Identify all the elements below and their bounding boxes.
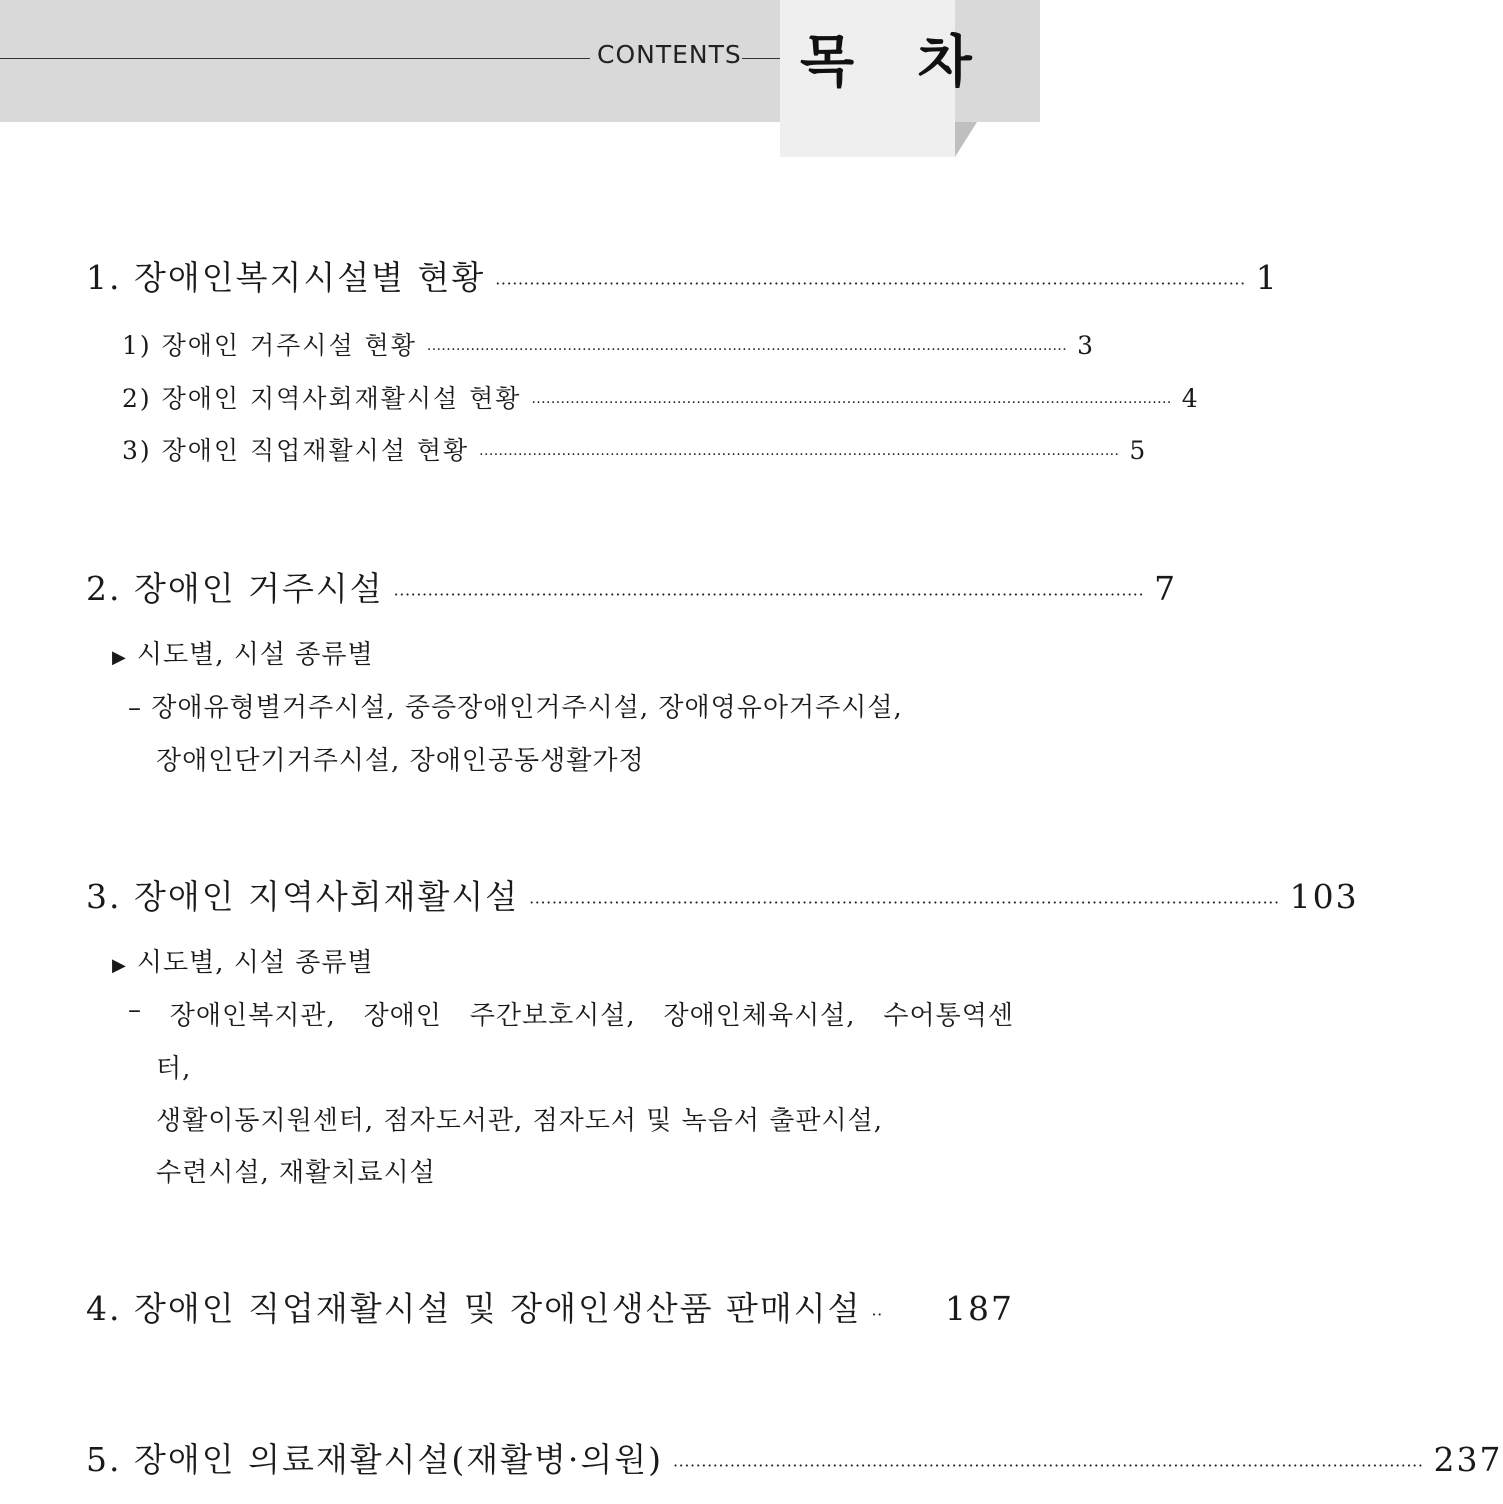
toc-entry-title: 5. 장애인 의료재활시설(재활병·의원) — [86, 1440, 663, 1479]
bullet-text: 시도별, 시설 종류별 — [136, 948, 374, 978]
toc-entry-page: 1 — [1255, 258, 1279, 297]
detail-line-justified — [128, 995, 1014, 1032]
page-title: 목 차 — [800, 30, 994, 95]
toc-subentry-1-2[interactable] — [122, 379, 1200, 415]
leader-dots: ···································································································································· — [529, 893, 1280, 912]
toc-entry-5[interactable] — [86, 1434, 1503, 1481]
detail-line: 터, — [156, 1054, 192, 1084]
toc-entry-title: 2. 장애인 거주시설 — [86, 569, 384, 608]
bullet-item — [112, 634, 374, 671]
leader-dots: ·· — [871, 1305, 883, 1324]
detail-line: – 장애유형별거주시설, 중증장애인거주시설, 장애영유아거주시설, — [128, 693, 903, 723]
toc-entry-3[interactable] — [86, 871, 1359, 918]
title-tab-fold — [955, 122, 977, 157]
toc-subentry-page: 5 — [1129, 436, 1148, 465]
header-rule-left — [0, 58, 590, 59]
leader-dots: ···································································································································· — [393, 585, 1145, 604]
toc-entry-title: 3. 장애인 지역사회재활시설 — [86, 877, 520, 916]
toc-subentry-1-3[interactable] — [122, 431, 1148, 467]
leader-dots: ···································································································································· — [479, 447, 1120, 463]
toc-entry-2[interactable] — [86, 563, 1178, 610]
header-rule-right — [742, 58, 782, 59]
toc-subentry-page: 3 — [1077, 331, 1095, 360]
bullet-text: 시도별, 시설 종류별 — [136, 640, 374, 670]
detail-line: 장애인단기거주시설, 장애인공동생활가정 — [156, 746, 645, 776]
detail-line: 생활이동지원센터, 점자도서관, 점자도서 및 녹음서 출판시설, — [156, 1106, 884, 1136]
detail-item: 주간보호시설, — [469, 1001, 636, 1031]
detail-item: 장애인복지관, — [169, 1001, 336, 1031]
detail-line: 수련시설, 재활치료시설 — [156, 1158, 436, 1188]
leader-dots: ···································································································································· — [495, 274, 1246, 293]
leader-dots: ···································································································································· — [426, 342, 1068, 358]
toc-entry-page: 237 — [1433, 1440, 1503, 1479]
toc-entry-page: 7 — [1154, 569, 1178, 608]
leader-dots: ···································································································································· — [673, 1456, 1424, 1475]
toc-subentry-page: 4 — [1181, 384, 1200, 413]
bullet-item — [112, 942, 374, 979]
detail-item: 장애인 — [363, 1001, 442, 1031]
contents-label: CONTENTS — [597, 40, 742, 69]
toc-entry-title: 1. 장애인복지시설별 현황 — [86, 258, 486, 297]
toc-subentry-title: 3) 장애인 직업재활시설 현황 — [122, 436, 470, 465]
toc-subentry-title: 2) 장애인 지역사회재활시설 현황 — [122, 384, 522, 413]
detail-item: 장애인체육시설, — [663, 1001, 856, 1031]
detail-item: – — [128, 995, 142, 1025]
triangle-bullet-icon: ▶ — [112, 647, 127, 668]
toc-entry-4[interactable] — [86, 1283, 1014, 1330]
leader-dots: ···································································································································· — [531, 395, 1172, 411]
toc-entry-page: 103 — [1289, 877, 1359, 916]
toc-entry-title: 4. 장애인 직업재활시설 및 장애인생산품 판매시설 — [86, 1289, 862, 1328]
toc-entry-1[interactable] — [86, 252, 1279, 299]
triangle-bullet-icon: ▶ — [112, 955, 127, 976]
detail-item: 수어통역센 — [883, 1001, 1014, 1031]
toc-subentry-title: 1) 장애인 거주시설 현황 — [122, 331, 417, 360]
toc-entry-page: 187 — [945, 1289, 1014, 1328]
toc-subentry-1-1[interactable] — [122, 326, 1095, 362]
